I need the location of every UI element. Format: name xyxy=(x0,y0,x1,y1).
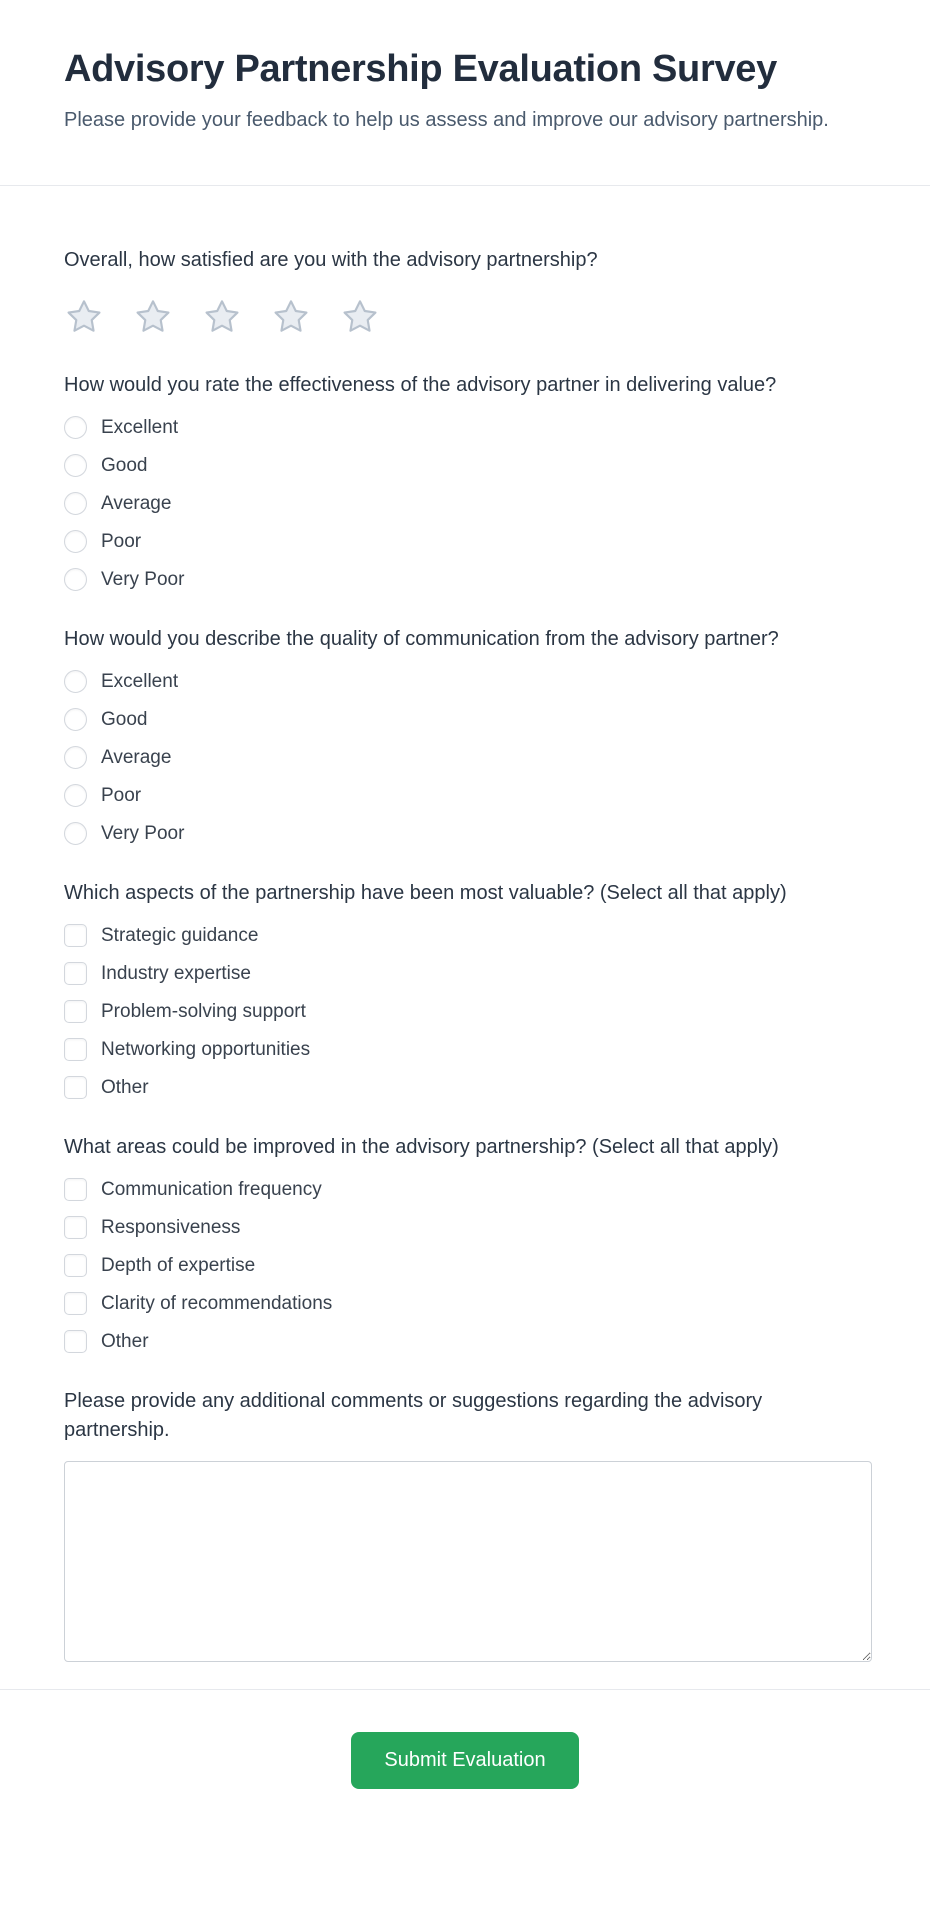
page-subtitle: Please provide your feedback to help us assess and improve our advisory partnership. xyxy=(64,109,829,131)
radio-button-icon[interactable] xyxy=(64,530,87,553)
checkbox-icon[interactable] xyxy=(64,1292,87,1315)
checkbox-option-label: Other xyxy=(101,1076,149,1098)
question-label: Please provide any additional comments or suggestions regarding the advisory partnership. xyxy=(64,1390,763,1441)
checkbox-icon[interactable] xyxy=(64,1076,87,1099)
star-rating-group xyxy=(64,291,872,337)
radio-option-label: Excellent xyxy=(101,416,179,438)
radio-group xyxy=(64,670,872,845)
checkbox-option-label: Strategic guidance xyxy=(101,924,259,946)
radio-option[interactable] xyxy=(64,784,872,807)
question-effectiveness xyxy=(64,371,872,591)
checkbox-option[interactable] xyxy=(64,1292,872,1315)
checkbox-icon[interactable] xyxy=(64,1000,87,1023)
page-title: Advisory Partnership Evaluation Survey xyxy=(64,48,777,90)
radio-option[interactable] xyxy=(64,416,872,439)
radio-option-label: Very Poor xyxy=(101,568,185,590)
radio-button-icon[interactable] xyxy=(64,568,87,591)
star-icon[interactable] xyxy=(340,297,380,337)
checkbox-option[interactable] xyxy=(64,1254,872,1277)
checkbox-option-label: Depth of expertise xyxy=(101,1254,256,1276)
star-icon[interactable] xyxy=(202,297,242,337)
checkbox-icon[interactable] xyxy=(64,1178,87,1201)
checkbox-icon[interactable] xyxy=(64,924,87,947)
checkbox-icon[interactable] xyxy=(64,962,87,985)
radio-option[interactable] xyxy=(64,530,872,553)
radio-button-icon[interactable] xyxy=(64,708,87,731)
question-satisfaction xyxy=(64,246,872,337)
checkbox-option-label: Other xyxy=(101,1330,149,1352)
checkbox-group xyxy=(64,1178,872,1353)
radio-option-label: Excellent xyxy=(101,670,179,692)
checkbox-group xyxy=(64,924,872,1099)
radio-button-icon[interactable] xyxy=(64,492,87,515)
checkbox-icon[interactable] xyxy=(64,1038,87,1061)
radio-option-label: Average xyxy=(101,492,172,514)
checkbox-option-label: Responsiveness xyxy=(101,1216,241,1238)
question-label: What areas could be improved in the advisory partnership? (Select all that apply) xyxy=(64,1136,779,1158)
radio-button-icon[interactable] xyxy=(64,784,87,807)
radio-option[interactable] xyxy=(64,822,872,845)
question-improvement-areas xyxy=(64,1133,872,1353)
radio-option-label: Good xyxy=(101,708,148,730)
checkbox-option[interactable] xyxy=(64,962,872,985)
checkbox-option-label: Networking opportunities xyxy=(101,1038,311,1060)
star-icon[interactable] xyxy=(64,297,104,337)
checkbox-option-label: Industry expertise xyxy=(101,962,251,984)
radio-group xyxy=(64,416,872,591)
radio-option[interactable] xyxy=(64,568,872,591)
radio-option-label: Good xyxy=(101,454,148,476)
radio-button-icon[interactable] xyxy=(64,416,87,439)
checkbox-option-label: Problem-solving support xyxy=(101,1000,306,1022)
radio-button-icon[interactable] xyxy=(64,746,87,769)
radio-option[interactable] xyxy=(64,708,872,731)
question-label: Overall, how satisfied are you with the advisory partnership? xyxy=(64,249,598,271)
radio-option-label: Poor xyxy=(101,784,142,806)
question-communication xyxy=(64,625,872,845)
radio-option[interactable] xyxy=(64,454,872,477)
checkbox-option-label: Communication frequency xyxy=(101,1178,322,1200)
radio-option-label: Average xyxy=(101,746,172,768)
checkbox-option[interactable] xyxy=(64,1038,872,1061)
checkbox-icon[interactable] xyxy=(64,1330,87,1353)
question-comments xyxy=(64,1387,872,1662)
question-label: How would you describe the quality of communication from the advisory partner? xyxy=(64,628,779,650)
radio-option[interactable] xyxy=(64,492,872,515)
star-icon[interactable] xyxy=(133,297,173,337)
comments-textarea[interactable] xyxy=(64,1461,872,1662)
question-label: How would you rate the effectiveness of the advisory partner in delivering value? xyxy=(64,374,777,396)
radio-option-label: Very Poor xyxy=(101,822,185,844)
radio-option-label: Poor xyxy=(101,530,142,552)
radio-option[interactable] xyxy=(64,746,872,769)
survey-footer xyxy=(0,1689,930,1837)
question-valuable-aspects xyxy=(64,879,872,1099)
checkbox-option-label: Clarity of recommendations xyxy=(101,1292,333,1314)
checkbox-option[interactable] xyxy=(64,1330,872,1353)
checkbox-option[interactable] xyxy=(64,1216,872,1239)
checkbox-option[interactable] xyxy=(64,924,872,947)
star-icon[interactable] xyxy=(271,297,311,337)
checkbox-icon[interactable] xyxy=(64,1216,87,1239)
survey-body xyxy=(0,186,930,1662)
survey-header xyxy=(0,0,930,185)
checkbox-option[interactable] xyxy=(64,1000,872,1023)
radio-option[interactable] xyxy=(64,670,872,693)
submit-button[interactable]: Submit Evaluation xyxy=(351,1732,578,1789)
question-label: Which aspects of the partnership have been most valuable? (Select all that apply) xyxy=(64,882,787,904)
radio-button-icon[interactable] xyxy=(64,454,87,477)
radio-button-icon[interactable] xyxy=(64,822,87,845)
radio-button-icon[interactable] xyxy=(64,670,87,693)
checkbox-option[interactable] xyxy=(64,1076,872,1099)
checkbox-option[interactable] xyxy=(64,1178,872,1201)
checkbox-icon[interactable] xyxy=(64,1254,87,1277)
